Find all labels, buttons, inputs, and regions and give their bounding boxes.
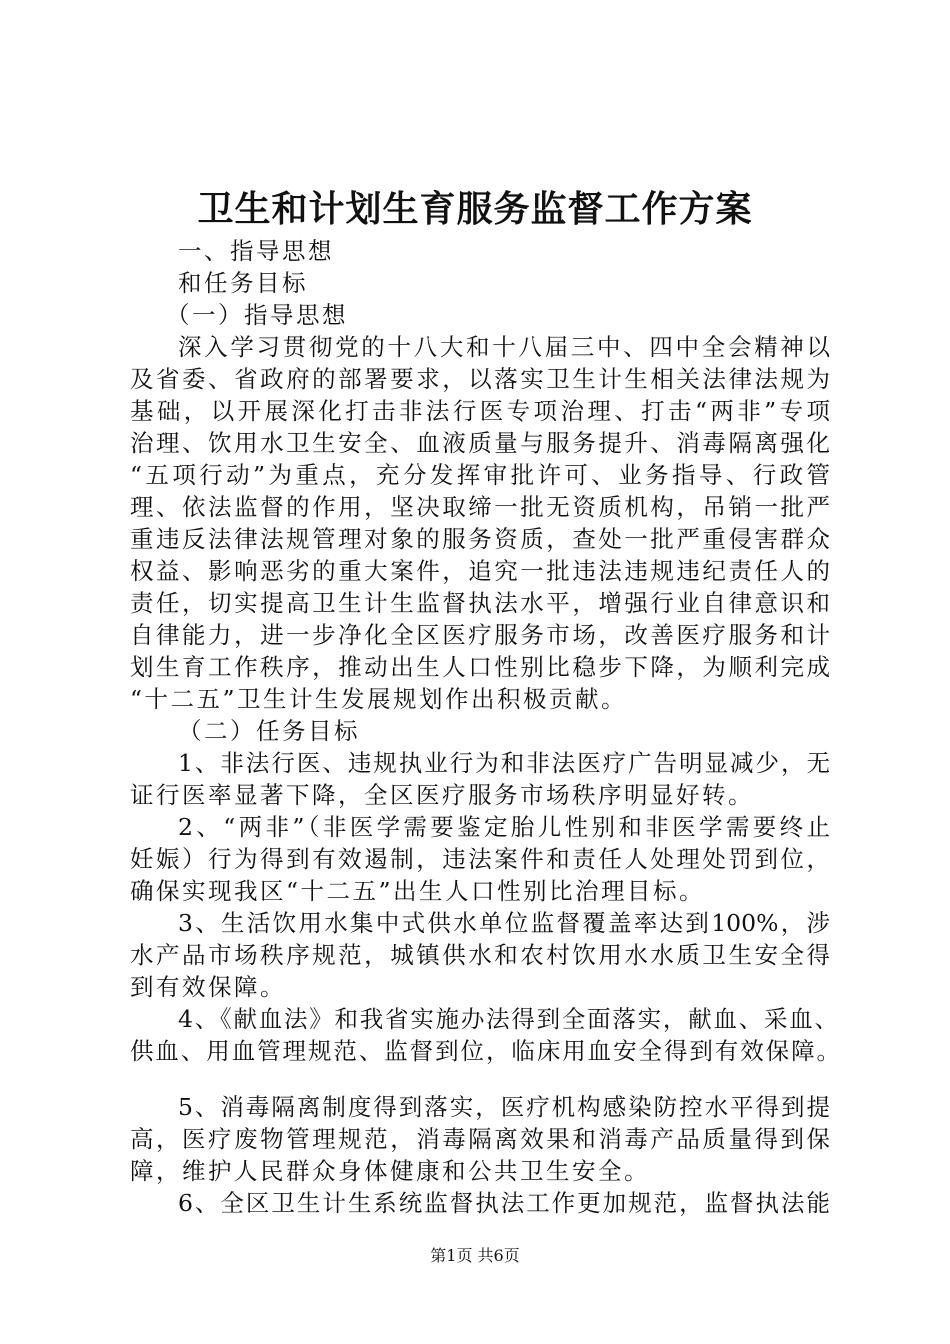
paragraph-line: “五项行动”为重点，充分发挥审批许可、业务指导、行政管 xyxy=(130,461,830,489)
list-item-line: 证行医率显著下降，全区医疗服务市场秩序明显好转。 xyxy=(130,781,754,809)
paragraph-line: 治理、饮用水卫生安全、血液质量与服务提升、消毒隔离强化 xyxy=(130,429,830,457)
list-item-line: 到有效保障。 xyxy=(130,973,286,1001)
document-title: 卫生和计划生育服务监督工作方案 xyxy=(197,188,753,230)
paragraph-line: 及省委、省政府的部署要求，以落实卫生计生相关法律法规为 xyxy=(130,365,830,393)
list-item-line: 水产品市场秩序规范，城镇供水和农村饮用水水质卫生安全得 xyxy=(130,941,830,969)
page-number-footer: 第1页 共6页 xyxy=(430,1246,520,1265)
list-item-line: 高，医疗废物管理规范，消毒隔离效果和消毒产品质量得到保 xyxy=(130,1125,830,1153)
list-item-line: 6、全区卫生计生系统监督执法工作更加规范，监督执法能 xyxy=(178,1189,830,1217)
paragraph-line: “十二五”卫生计生发展规划作出积极贡献。 xyxy=(130,685,628,713)
paragraph-line: 自律能力，进一步净化全区医疗服务市场，改善医疗服务和计 xyxy=(130,621,830,649)
list-item-line: 障，维护人民群众身体健康和公共卫生安全。 xyxy=(130,1157,650,1185)
list-item-line: 确保实现我区“十二五”出生人口性别比治理目标。 xyxy=(130,877,706,905)
paragraph-line: 深入学习贯彻党的十八大和十八届三中、四中全会精神以 xyxy=(178,333,830,361)
list-item-line: 4、《献血法》和我省实施办法得到全面落实，献血、采血、 xyxy=(178,1005,838,1033)
section-heading-1: 一、指导思想 xyxy=(178,237,334,265)
paragraph-line: 权益、影响恶劣的重大案件，追究一批违法违规违纪责任人的 xyxy=(130,557,830,585)
paragraph-line: 重违反法律法规管理对象的服务资质，查处一批严重侵害群众 xyxy=(130,525,830,553)
list-item-line: 1、非法行医、违规执业行为和非法医疗广告明显减少，无 xyxy=(178,749,830,777)
paragraph-line: 责任，切实提高卫生计生监督执法水平，增强行业自律意识和 xyxy=(130,589,830,617)
list-item-line: 3、生活饮用水集中式供水单位监督覆盖率达到100%，涉 xyxy=(178,909,830,937)
subsection-heading-1: （一）指导思想 xyxy=(166,301,348,329)
list-item-line: 妊娠）行为得到有效遏制，违法案件和责任人处理处罚到位， xyxy=(130,845,830,873)
list-item-line: 5、消毒隔离制度得到落实，医疗机构感染防控水平得到提 xyxy=(178,1093,830,1121)
section-heading-1-cont: 和任务目标 xyxy=(178,269,308,297)
paragraph-line: 基础，以开展深化打击非法行医专项治理、打击“两非”专项 xyxy=(130,397,830,425)
subsection-heading-2: （二）任务目标 xyxy=(178,717,360,745)
paragraph-line: 理、依法监督的作用，坚决取缔一批无资质机构，吊销一批严 xyxy=(130,493,830,521)
list-item-line: 2、“两非”（非医学需要鉴定胎儿性别和非医学需要终止 xyxy=(178,813,830,841)
list-item-line: 供血、用血管理规范、监督到位，临床用血安全得到有效保障。 xyxy=(130,1037,840,1065)
paragraph-line: 划生育工作秩序，推动出生人口性别比稳步下降，为顺利完成 xyxy=(130,653,830,681)
